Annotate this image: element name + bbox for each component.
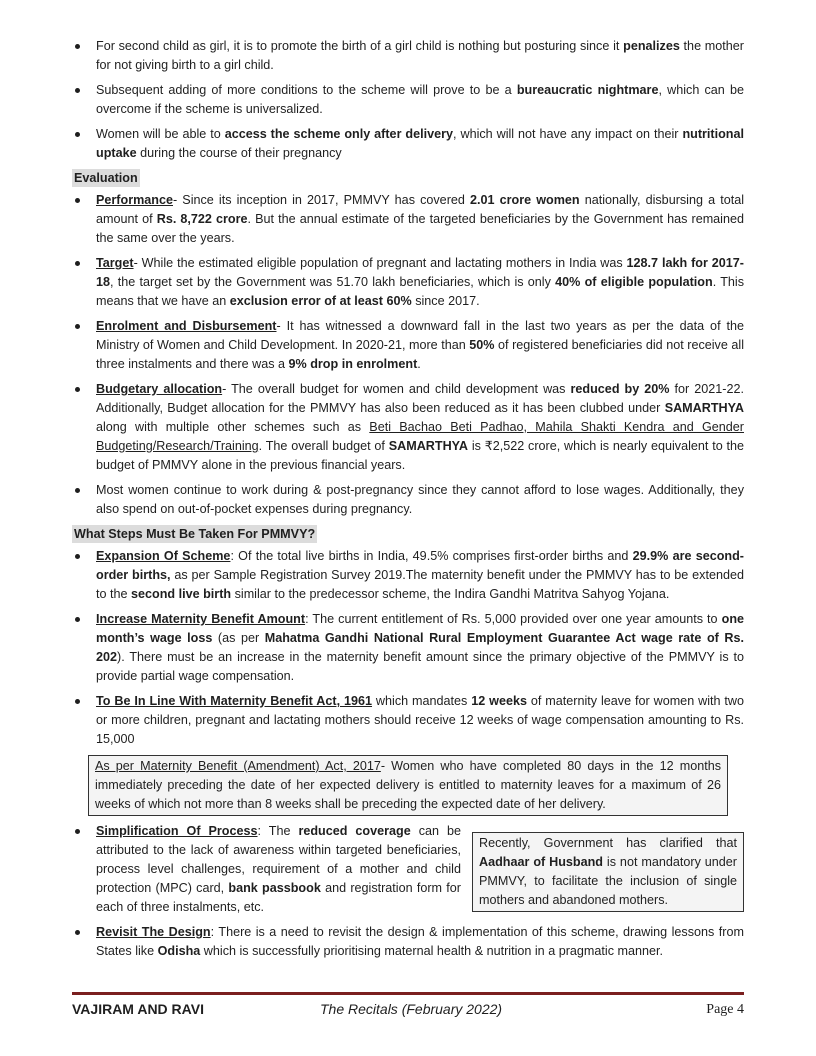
underlined-text: Beti Bachao Beti Padhao, Mahila Shakti Kendra and Gender Budgeting/Research/Training (96, 420, 744, 453)
text: : There is a need to revisit the design & implementation of this scheme, drawing lessons from States like (96, 925, 744, 958)
bullet-expansion (72, 547, 744, 604)
text: , which can be overcome if the scheme is universalized. (96, 83, 744, 116)
text: the mother for not giving birth to a girl child. (96, 39, 744, 72)
bullet-label: Increase Maternity Benefit Amount (96, 612, 306, 626)
amendment-act-box (88, 755, 728, 816)
text: is not mandatory under PMMVY, to facilitate the inclusion of single mothers and abandoned mothers. (479, 855, 737, 907)
text: as per Sample Registration Survey 2019.The maternity benefit under the PMMVY has to be extended to the (96, 568, 744, 601)
text: . The overall budget of (258, 439, 389, 453)
text: of registered beneficiaries did not receive all three instalments and there was a (96, 338, 744, 371)
text: - The overall budget for women and child development was (222, 382, 571, 396)
emphasis: Odisha (157, 944, 201, 958)
emphasis: 9% drop in enrolment (288, 357, 418, 371)
emphasis: 12 weeks (471, 694, 527, 708)
page-footer (72, 998, 744, 1020)
bullet-label: Enrolment and Disbursement (96, 319, 277, 333)
emphasis: Rs. 8,722 crore (156, 212, 248, 226)
text: similar to the predecessor scheme, the Indira Gandhi Matritva Sahyog Yojana. (231, 587, 670, 601)
bullet-enrolment (72, 317, 744, 374)
emphasis: reduced by 20% (570, 382, 670, 396)
bullet-label: Revisit The Design (96, 925, 211, 939)
page-number: Page 4 (706, 1002, 744, 1017)
text: - While the estimated eligible population of pregnant and lactating mothers in India was (133, 256, 627, 270)
emphasis: Mahatma Gandhi National Rural Employment Guarantee Act wage rate of Rs. 202 (96, 631, 744, 664)
emphasis: SAMARTHYA (664, 401, 744, 415)
text: : The (257, 824, 299, 838)
text: - It has witnessed a downward fall in the last two years as per the data of the Ministry of Women and Child Development. In 2020-21, more than (96, 319, 744, 352)
text: is ₹2,522 crore, which is nearly equivalent to the budget of PMMVY alone in the previous financial years. (96, 439, 744, 472)
text: can be attributed to the lack of awareness within targeted beneficiaries, process level challenges, requirement of a mother and child protection (MPC) card, (96, 824, 461, 895)
text: nationally, disbursing a total amount of (96, 193, 744, 226)
simplification-row (72, 822, 744, 917)
text: (as per (212, 631, 265, 645)
emphasis: reduced coverage (298, 824, 411, 838)
section-heading-steps: What Steps Must Be Taken For PMMVY? (74, 527, 316, 541)
text: ). There must be an increase in the maternity benefit amount since the primary objective of the PMMVY is to provide partial wage compensation. (96, 650, 744, 683)
bullet-second-child (72, 37, 744, 75)
emphasis: one month’s wage loss (96, 612, 745, 645)
text: : The current entitlement of Rs. 5,000 provided over one year amounts to (305, 612, 722, 626)
text: Most women continue to work during & post-pregnancy since they cannot afford to lose wages. Additionally, they also spend on out-of-pocket expenses during pregnancy. (96, 483, 744, 516)
bullet-label: Expansion Of Scheme (96, 549, 231, 563)
bullet-increase-benefit (72, 610, 744, 686)
emphasis: 40% of eligible population (555, 275, 713, 289)
bullet-label: Performance (96, 193, 173, 207)
underlined-text: As per Maternity Benefit (Amendment) Act, 2017 (95, 759, 381, 773)
bullet-label: Target (96, 256, 134, 270)
text: : Of the total live births in India, 49.5% comprises first-order births and (230, 549, 633, 563)
text: which mandates (372, 694, 472, 708)
bullet-label: Budgetary allocation (96, 382, 223, 396)
bullet-simplification (72, 822, 461, 917)
emphasis: 29.9% are second-order births, (96, 549, 744, 582)
footer-rule (72, 992, 744, 995)
text: , which will not have any impact on their (453, 127, 683, 141)
footer-publication-title: The Recitals (February 2022) (320, 1001, 503, 1017)
bullet-maternity-act (72, 692, 744, 749)
text: For second child as girl, it is to promote the birth of a girl child is nothing but posturing since it (96, 39, 624, 53)
text: along with multiple other schemes such as (96, 420, 370, 434)
bullet-conditions (72, 81, 744, 119)
emphasis: 128.7 lakh for 2017-18 (96, 256, 744, 289)
bullet-target (72, 254, 744, 311)
emphasis: nutritional uptake (96, 127, 744, 160)
bullet-budget (72, 380, 744, 475)
emphasis: Aadhaar of Husband (479, 855, 603, 869)
page-content (72, 37, 744, 967)
emphasis: penalizes (623, 39, 680, 53)
text: . This means that we have an (96, 275, 744, 308)
text: Recently, Government has clarified that (479, 836, 737, 850)
bullet-performance (72, 191, 744, 248)
text: Women will be able to (96, 127, 225, 141)
bullet-wages (72, 481, 744, 519)
text: for 2021-22. Additionally, Budget allocation for the PMMVY has also been reduced as it has been clubbed under (96, 382, 744, 415)
emphasis: bureaucratic nightmare (516, 83, 659, 97)
aadhaar-note-box (472, 832, 744, 912)
emphasis: bank passbook (228, 881, 321, 895)
emphasis: 50% (469, 338, 495, 352)
emphasis: exclusion error of at least 60% (229, 294, 412, 308)
text: Subsequent adding of more conditions to the scheme will prove to be a (96, 83, 517, 97)
text: - Women who have completed 80 days in the 12 months immediately preceding the date of her expected delivery is entitled to maternity leaves for a maximum of 26 weeks of which not more than 8 weeks shall be preceding the expected date of her delivery. (95, 759, 721, 811)
section-heading-evaluation: Evaluation (74, 171, 138, 185)
text: and registration form for each of three instalments, etc. (96, 881, 461, 914)
bullet-revisit-design (72, 923, 744, 961)
emphasis: 2.01 crore women (470, 193, 580, 207)
emphasis: access the scheme only after delivery (224, 127, 454, 141)
text: of maternity leave for women with two or more children, pregnant and lactating mothers should receive 12 weeks of wage compensation amounting to Rs. 15,000 (96, 694, 744, 746)
bullet-label: Simplification Of Process (96, 824, 258, 838)
bullet-label: To Be In Line With Maternity Benefit Act, 1961 (96, 694, 373, 708)
footer-brand: VAJIRAM AND RAVI (72, 1001, 204, 1017)
emphasis: second live birth (131, 587, 232, 601)
text: - Since its inception in 2017, PMMVY has covered (173, 193, 470, 207)
text: which is successfully prioritising maternal health & nutrition in a pragmatic manner. (200, 944, 663, 958)
text: . But the annual estimate of the targeted beneficiaries by the Government has remained the same over the years. (96, 212, 744, 245)
bullet-access-after-delivery (72, 125, 744, 163)
text: during the course of their pregnancy (136, 146, 342, 160)
text: since 2017. (411, 294, 480, 308)
text: , the target set by the Government was 51.70 lakh beneficiaries, which is only (110, 275, 556, 289)
emphasis: SAMARTHYA (388, 439, 469, 453)
text: . (417, 357, 421, 371)
